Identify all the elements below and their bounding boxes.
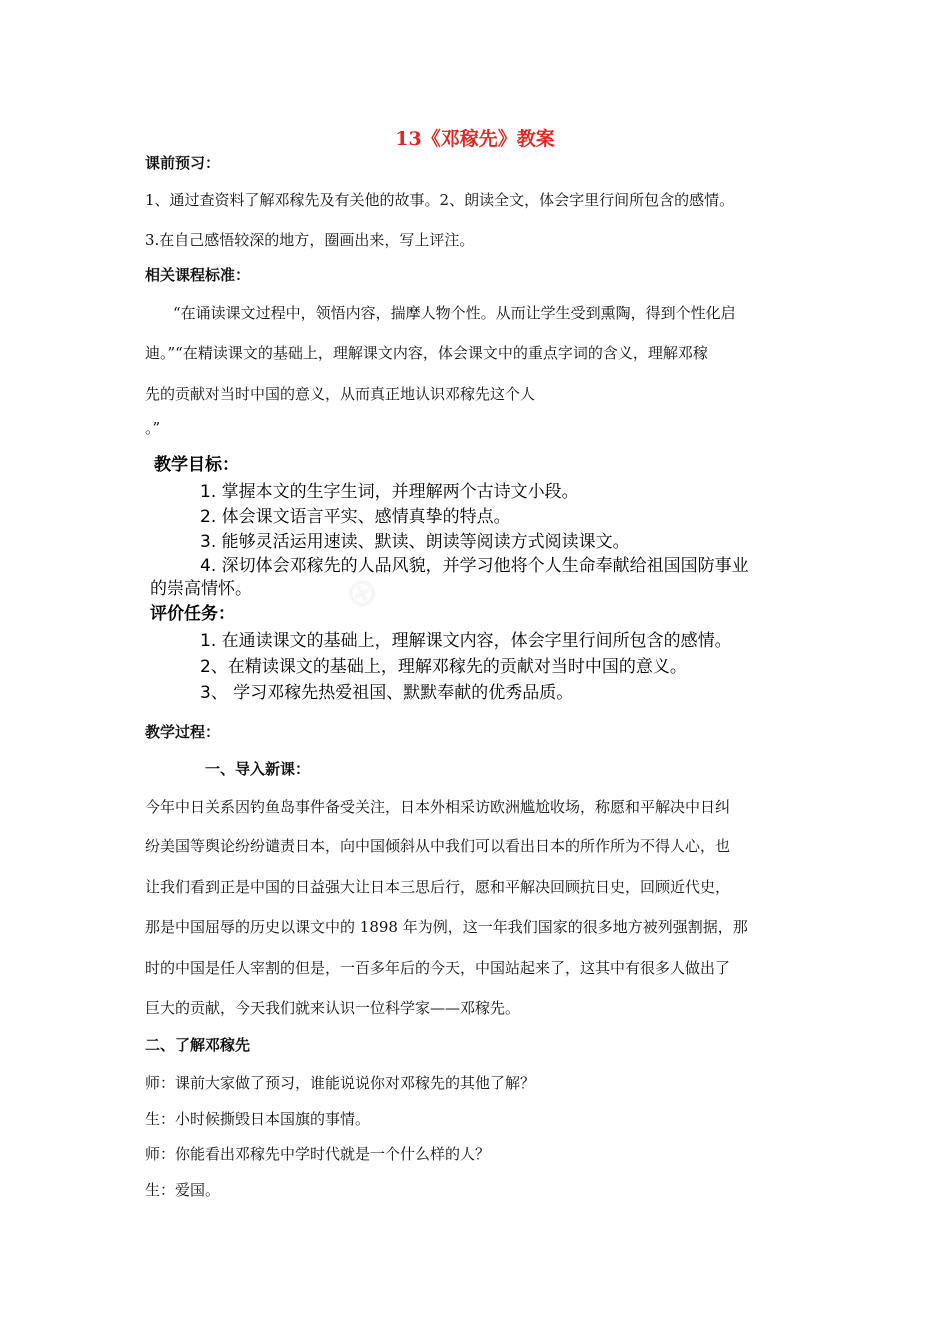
goal-item: 2. 体会课文语言平实、感情真挚的特点。 <box>200 507 511 527</box>
task-item: 2、在精读课文的基础上，理解邓稼先的贡献对当时中国的意义。 <box>200 657 687 677</box>
section-heading: 一、导入新课： <box>205 760 311 778</box>
paragraph-line: 让我们看到正是中国的日益强大让日本三思后行，愿和平解决回顾抗日史，回顾近代史， <box>145 878 731 896</box>
paragraph-line: 纷美国等舆论纷纷谴责日本，向中国倾斜从中我们可以看出日本的所作所为不得人心，也 <box>145 837 731 855</box>
document-title: 13《邓稼先》教案 <box>395 128 555 150</box>
goal-item: 4. 深切体会邓稼先的人品风貌，并学习他将个人生命奉献给祖国国防事业 <box>200 556 749 576</box>
preview-line-2: 3.在自己感悟较深的地方，圈画出来，写上评注。 <box>145 231 475 249</box>
task-item: 3、 学习邓稼先热爱祖国、默默奉献的优秀品质。 <box>200 683 574 703</box>
scanned-block <box>148 454 828 714</box>
goal-item: 的崇高情怀。 <box>150 579 252 599</box>
paragraph-line: 巨大的贡献，今天我们就来认识一位科学家——邓稼先。 <box>145 999 521 1017</box>
dialogue-line: 生：小时候撕毁日本国旗的事情。 <box>145 1110 371 1128</box>
preview-line-1: 1、通过查资料了解邓稼先及有关他的故事。2、朗读全文，体会字里行间所包含的感情。 <box>145 191 735 209</box>
standard-line: 迪。”“在精读课文的基础上，理解课文内容，体会课文中的重点字词的含义，理解邓稼 <box>145 344 708 362</box>
task-item: 1. 在通读课文的基础上，理解课文内容，体会字里行间所包含的感情。 <box>200 631 732 651</box>
goal-item: 3. 能够灵活运用速读、默读、朗读等阅读方式阅读课文。 <box>200 532 630 552</box>
section-heading: 二、了解邓稼先 <box>145 1036 251 1054</box>
standard-heading: 相关课程标准： <box>145 266 251 284</box>
process-heading: 教学过程： <box>145 723 221 741</box>
standard-line: “在诵读课文过程中，领悟内容，揣摩人物个性。从而让学生受到熏陶，得到个性化启 <box>173 304 736 322</box>
goals-heading: 教学目标： <box>154 455 239 475</box>
dialogue-line: 师：你能看出邓稼先中学时代就是一个什么样的人？ <box>145 1145 491 1163</box>
paragraph-line: 时的中国是任人宰割的但是，一百多年后的今天，中国站起来了，这其中有很多人做出了 <box>145 959 731 977</box>
preview-heading: 课前预习： <box>145 154 221 172</box>
standard-line: 先的贡献对当时中国的意义，从而真正地认识邓稼先这个人 <box>145 385 536 403</box>
dialogue-line: 师：课前大家做了预习，谁能说说你对邓稼先的其他了解？ <box>145 1074 536 1092</box>
paragraph-line: 今年中日关系因钓鱼岛事件备受关注，日本外相采访欧洲尴尬收场，称愿和平解决中日纠 <box>145 798 731 816</box>
standard-line: 。” <box>145 419 161 437</box>
paragraph-line: 那是中国屈辱的历史以课文中的 1898 年为例，这一年我们国家的很多地方被列强割据，那 <box>145 918 748 936</box>
tasks-heading: 评价任务： <box>150 604 235 624</box>
goal-item: 1. 掌握本文的生字生词，并理解两个古诗文小段。 <box>200 482 579 502</box>
dialogue-line: 生：爱国。 <box>145 1181 221 1199</box>
